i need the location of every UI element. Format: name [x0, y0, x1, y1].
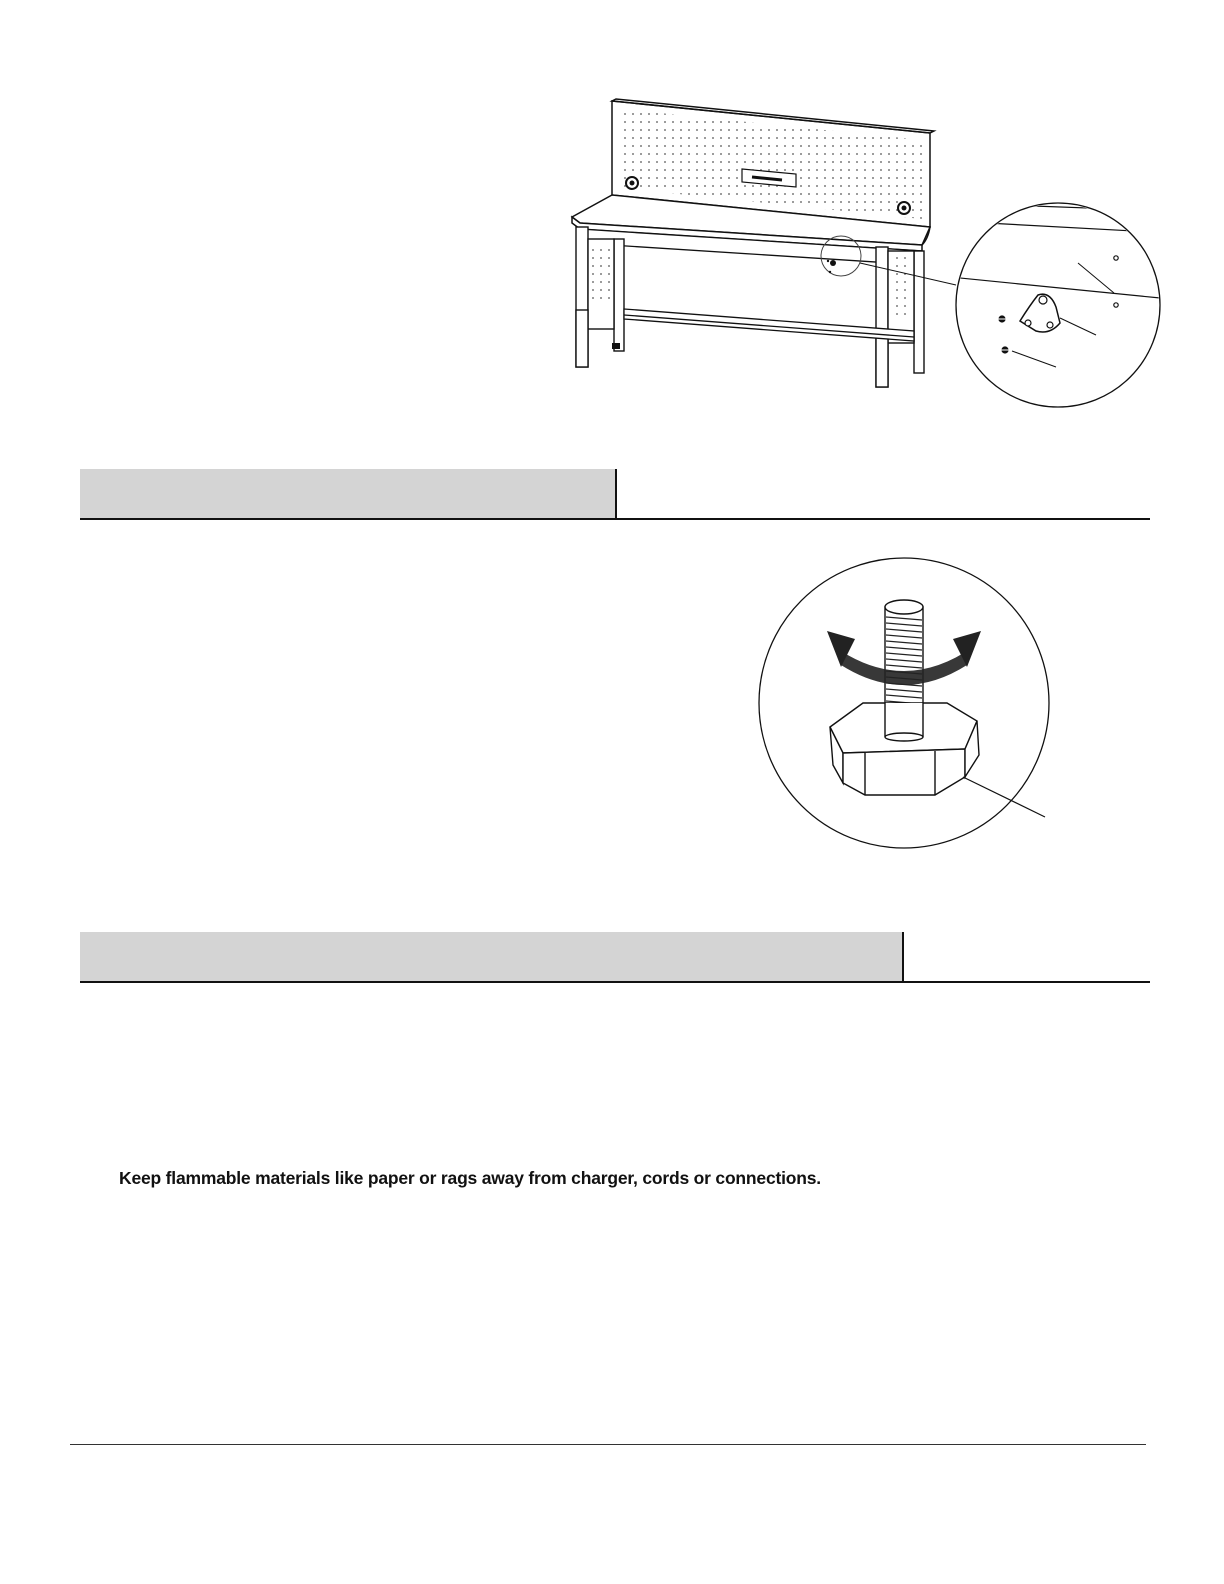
section-divider — [615, 469, 617, 519]
section-heading-bar — [80, 932, 903, 981]
workbench-bracket-illustration — [550, 95, 1170, 415]
warning-text: Keep flammable materials like paper or rags away from charger, cords or connections. — [119, 1168, 821, 1188]
hex-foot — [830, 703, 979, 795]
section-rule — [80, 518, 1150, 520]
section-rule — [80, 981, 1150, 983]
leveling-foot-illustration — [755, 555, 1055, 855]
section-heading-bar — [80, 469, 615, 518]
bracket-detail-view — [950, 203, 1170, 407]
lower-rail — [624, 309, 914, 341]
section-divider — [902, 932, 904, 982]
footer-rule — [70, 1444, 1146, 1445]
